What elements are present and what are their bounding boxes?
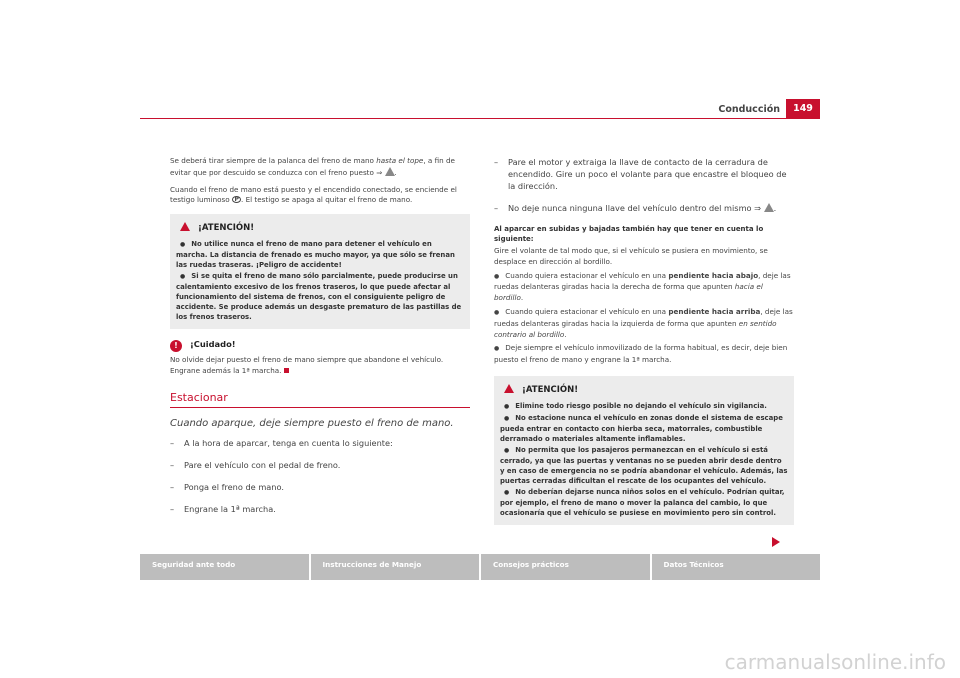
warning-item: ● No estacione nunca el vehículo en zonas donde el sistema de escape pueda entrar en contacto con hierba seca, matorrales, combustible derramado o materiales altamente inflamables. (500, 413, 788, 444)
step-item: – Pare el vehículo con el pedal de freno. (170, 459, 470, 471)
parking-brake-paragraph: Se deberá tirar siempre de la palanca del freno de mano hasta el tope, a fin de evitar que por descuido se conduzca con el freno puesto ⇒ . (170, 156, 455, 177)
caution-title: ! ¡Cuidado! (170, 339, 470, 352)
intro-text: – A la hora de aparcar, tenga en cuenta lo siguiente: (170, 437, 470, 449)
warning-item: ● Elimine todo riesgo posible no dejando el vehículo sin vigilancia. (500, 401, 788, 412)
bullet-item: ● Cuando quiera estacionar el vehículo en una pendiente hacia abajo, deje las ruedas delanteras giradas hacia la derecha de forma que apunten hacia el bordillo. (494, 271, 794, 304)
section-title: Conducción (718, 104, 780, 115)
footer-tab-seguridad[interactable]: Seguridad ante todo (140, 554, 309, 580)
warning-reference-icon[interactable] (385, 167, 395, 176)
section-heading: Estacionar (170, 391, 470, 408)
step-item: – Engrane la 1ª marcha. (170, 503, 470, 515)
bullet-item: ● Deje siempre el vehículo inmovilizado de la forma habitual, es decir, deje bien puesto el freno de mano y engrane la 1ª marcha. (494, 343, 794, 366)
bullet-item: ● Cuando quiera estacionar el vehículo en una pendiente hacia arriba, deje las ruedas delanteras giradas hacia la izquierda de forma que apunten en sentido contrario al bordillo. (494, 307, 794, 340)
left-column (170, 156, 470, 525)
page-number: 149 (786, 99, 820, 118)
step-item: – No deje nunca ninguna llave del vehículo dentro del mismo ⇒ . (494, 202, 794, 214)
watermark: carmanualsonline.info (724, 650, 946, 674)
right-column (494, 156, 794, 535)
caution-icon: ! (170, 340, 182, 352)
section-subheading: Cuando aparque, deje siempre puesto el freno de mano. (170, 417, 454, 429)
warning-item: ● Si se quita el freno de mano sólo parcialmente, puede producirse un calentamiento excesivo de los frenos traseros, lo que puede afectar al funcionamiento del sistema de frenos, con el consiguiente peligro de accidente. Se produce además un desgaste prematuro de las pastillas de los frenos traseros. (176, 271, 464, 322)
parking-brake-lamp-icon (232, 196, 241, 203)
warning-item: ● No deberían dejarse nunca niños solos en el vehículo. Podrían quitar, por ejemplo, el freno de mano o mover la palanca del cambio, lo que ocasionaría que el vehículo se pusiese en movimiento pero sin control. (500, 487, 788, 518)
slope-heading: Al aparcar en subidas y bajadas también hay que tener en cuenta lo siguiente: (494, 225, 764, 243)
slope-text: Gire el volante de tal modo que, si el vehículo se pusiera en movimiento, se desplace en dirección al bordillo. (494, 246, 768, 266)
step-item: – Ponga el freno de mano. (170, 481, 470, 493)
caution-text: No olvide dejar puesto el freno de mano siempre que abandone el vehículo. Engrane además la 1ª marcha. (170, 355, 444, 375)
warning-reference-icon[interactable] (764, 203, 774, 212)
header-rule (140, 118, 820, 119)
warning-icon (180, 222, 190, 231)
continue-arrow-icon[interactable] (772, 537, 780, 547)
step-item: – Pare el motor y extraiga la llave de contacto de la cerradura de encendido. Gire un poco el volante para que encastre el bloqueo de la dirección. (494, 156, 794, 192)
end-of-section-icon (284, 368, 289, 373)
footer-tab-instrucciones[interactable]: Instrucciones de Manejo (311, 554, 480, 580)
warning-title: ¡ATENCIÓN! (176, 222, 464, 233)
warning-icon (504, 384, 514, 393)
warning-item: ● No permita que los pasajeros permanezcan en el vehículo si está cerrado, ya que las puertas y ventanas no se pueden abrir desde dentro y en caso de emergencia no se podría abandonar el vehículo. Además, las puertas cerradas dificultan el rescate de los ocupantes del vehículo. (500, 445, 788, 486)
warning-box (170, 214, 470, 329)
footer-tab-datos[interactable]: Datos Técnicos (652, 554, 821, 580)
warning-box (494, 376, 794, 525)
warning-item: ● No utilice nunca el freno de mano para detener el vehículo en marcha. La distancia de frenado es mucho mayor, ya que sólo se frenan las ruedas traseras. ¡Peligro de accidente! (176, 239, 464, 270)
footer-nav (140, 554, 820, 580)
warning-title: ¡ATENCIÓN! (500, 384, 788, 395)
footer-tab-consejos[interactable]: Consejos prácticos (481, 554, 650, 580)
warning-lamp-paragraph: Cuando el freno de mano está puesto y el encendido conectado, se enciende el testigo luminoso P . El testigo se apaga al quitar el freno de mano. (170, 185, 470, 207)
